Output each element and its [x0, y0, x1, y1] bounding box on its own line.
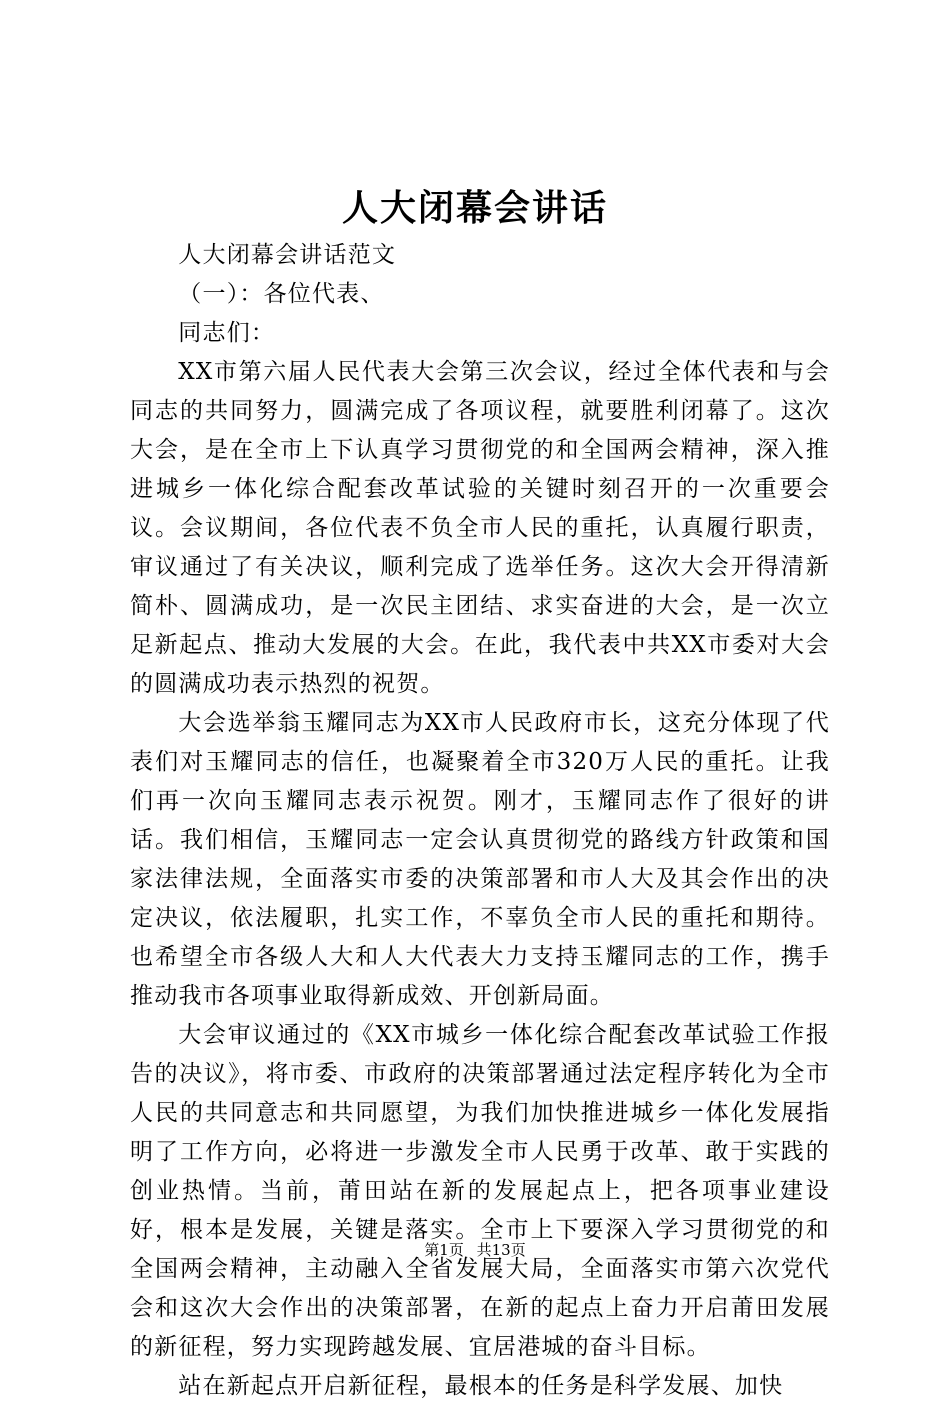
paragraph: 大会审议通过的《XX市城乡一体化综合配套改革试验工作报告的决议》，将市委、市政府的决策部署通过法定程序转化为全市人民的共同意志和共同愿望，为我们加快推进城乡一体化发展指明了工作方向，必将进一步激发全市人民勇于改革、敢于实践的创业热情。当前，莆田站在新的发展起点上，把各项事业建设好，根本是发展，关键是落实。全市上下要深入学习贯彻党的和全国两会精神，主动融入全省发展大局，全面落实市第六次党代会和这次大会作出的决策部署，在新的起点上奋力开启莆田发展的新征程，努力实现跨越发展、宜居港城的奋斗目标。: [130, 1022, 830, 1360]
document-title: 人大闭幕会讲话: [341, 187, 608, 229]
paragraph-salutation-2: 同志们：: [178, 320, 276, 346]
page-total: 共13页: [476, 1241, 526, 1259]
paragraph: XX市第六届人民代表大会第三次会议，经过全体代表和与会同志的共同努力，圆满完成了各项议程，就要胜利闭幕了。这次大会，是在全市上下认真学习贯彻党的和全国两会精神，深入推进城乡一体化综合配套改革试验的关键时刻召开的一次重要会议。会议期间，各位代表不负全市人民的重托，认真履行职责，审议通过了有关决议，顺利完成了选举任务。这次大会开得清新简朴、圆满成功，是一次民主团结、求实奋进的大会，是一次立足新起点、推动大发展的大会。在此，我代表中共XX市委对大会的圆满成功表示热烈的祝贺。: [130, 359, 830, 697]
document-body: [130, 236, 830, 1406]
paragraph: 大会选举翁玉耀同志为XX市人民政府市长，这充分体现了代表们对玉耀同志的信任，也凝聚着全市320万人民的重托。让我们再一次向玉耀同志表示祝贺。刚才，玉耀同志作了很好的讲话。我们相信，玉耀同志一定会认真贯彻党的路线方针政策和国家法律法规，全面落实市委的决策部署和市人大及其会作出的决定决议，依法履职，扎实工作，不辜负全市人民的重托和期待。也希望全市各级人大和人大代表大力支持玉耀同志的工作，携手推动我市各项事业取得新成效、开创新局面。: [130, 710, 830, 1009]
page-footer: [0, 1240, 950, 1260]
paragraph: 站在新起点开启新征程，最根本的任务是科学发展、加快: [178, 1373, 784, 1399]
page-number: 第1页: [424, 1241, 464, 1259]
paragraph-salutation-1: （一）：各位代表、: [178, 281, 385, 307]
paragraph-subtitle: 人大闭幕会讲话范文: [178, 242, 397, 268]
